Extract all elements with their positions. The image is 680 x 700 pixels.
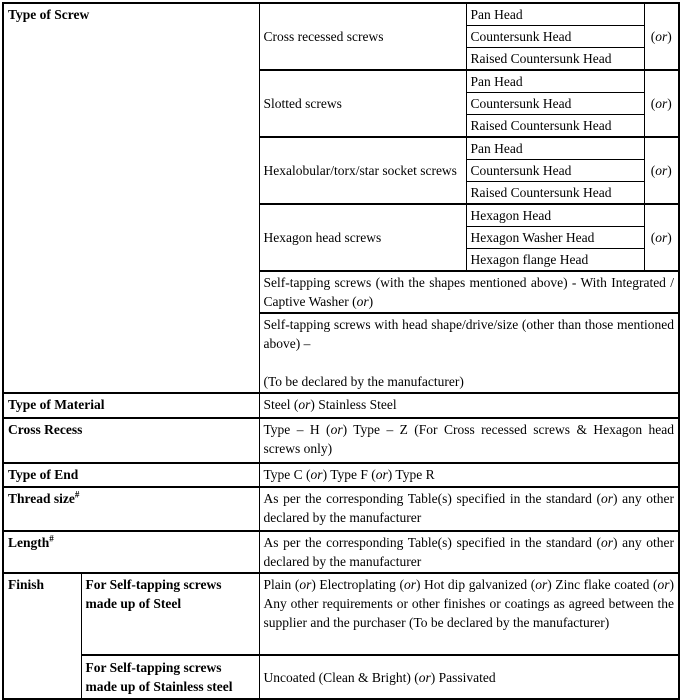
row-label-type-of-end — [3, 463, 259, 487]
head-type-cell: Hexagon Washer Head — [466, 227, 644, 249]
head-type-cell: Countersunk Head — [466, 26, 644, 48]
self-tapping-other-line2: (To be declared by the manufacturer) — [263, 374, 464, 389]
row-value-thread-size: As per the corresponding Table(s) specified in the standard (or) any other declared by the manufacturer — [259, 487, 679, 531]
finish-stainless-label: For Self-tapping screws made up of Stainless steel — [81, 655, 259, 699]
finish-steel-value: Plain (or) Electroplating (or) Hot dip galvanized (or) Zinc flake coated (or) Any other requirements or other finishes or coatings as agreed between the supplier and the purchaser (To be declared by the manufacturer) — [259, 573, 679, 655]
or-cell: (or) — [644, 204, 679, 271]
or-cell: (or) — [644, 3, 679, 70]
row-label-text: Thread size — [8, 491, 75, 506]
row-label-text: Length — [8, 535, 50, 550]
row-label-text: Type of Material — [8, 397, 105, 412]
head-type-cell: Pan Head — [466, 70, 644, 93]
row-label-type-of-material — [3, 393, 259, 418]
row-label-cross-recess — [3, 418, 259, 463]
row-label-type-of-screw: Type of Screw — [3, 3, 259, 393]
footnote-marker: # — [74, 489, 80, 500]
screw-group-name-hexagon-head: Hexagon head screws — [259, 204, 466, 271]
self-tapping-other-note — [259, 313, 679, 393]
screw-specification-table — [2, 2, 680, 700]
head-type-cell: Pan Head — [466, 3, 644, 26]
self-tapping-with-washer-note: Self-tapping screws (with the shapes mentioned above) - With Integrated / Captive Washer (or) — [259, 271, 679, 313]
screw-group-name-slotted: Slotted screws — [259, 70, 466, 137]
screw-group-name-hexalobular: Hexalobular/torx/star socket screws — [259, 137, 466, 204]
head-type-cell: Countersunk Head — [466, 160, 644, 182]
screw-group-name-cross-recessed: Cross recessed screws — [259, 3, 466, 70]
head-type-cell: Raised Countersunk Head — [466, 182, 644, 205]
head-type-cell: Hexagon Head — [466, 204, 644, 227]
head-type-cell: Hexagon flange Head — [466, 249, 644, 272]
self-tapping-other-line1: Self-tapping screws with head shape/drive/size (other than those mentioned above) – — [263, 317, 674, 351]
footnote-marker: # — [49, 533, 54, 544]
finish-steel-label: For Self-tapping screws made up of Steel — [81, 573, 259, 655]
head-type-cell: Pan Head — [466, 137, 644, 160]
head-type-cell: Raised Countersunk Head — [466, 115, 644, 138]
row-value-cross-recess: Type – H (or) Type – Z (For Cross recessed screws & Hexagon head screws only) — [259, 418, 679, 463]
row-value-type-of-material: Steel (or) Stainless Steel — [259, 393, 679, 418]
row-value-type-of-end: Type C (or) Type F (or) Type R — [259, 463, 679, 487]
head-type-cell: Raised Countersunk Head — [466, 48, 644, 71]
or-cell: (or) — [644, 137, 679, 204]
head-type-cell: Countersunk Head — [466, 93, 644, 115]
row-label-length — [3, 531, 259, 573]
row-label-text: Cross Recess — [8, 422, 83, 437]
or-cell: (or) — [644, 70, 679, 137]
row-label-finish: Finish — [3, 573, 81, 699]
row-label-thread-size — [3, 487, 259, 531]
row-value-length: As per the corresponding Table(s) specified in the standard (or) any other declared by the manufacturer — [259, 531, 679, 573]
row-label-text: Type of End — [8, 467, 79, 482]
finish-stainless-value: Uncoated (Clean & Bright) (or) Passivated — [259, 655, 679, 699]
